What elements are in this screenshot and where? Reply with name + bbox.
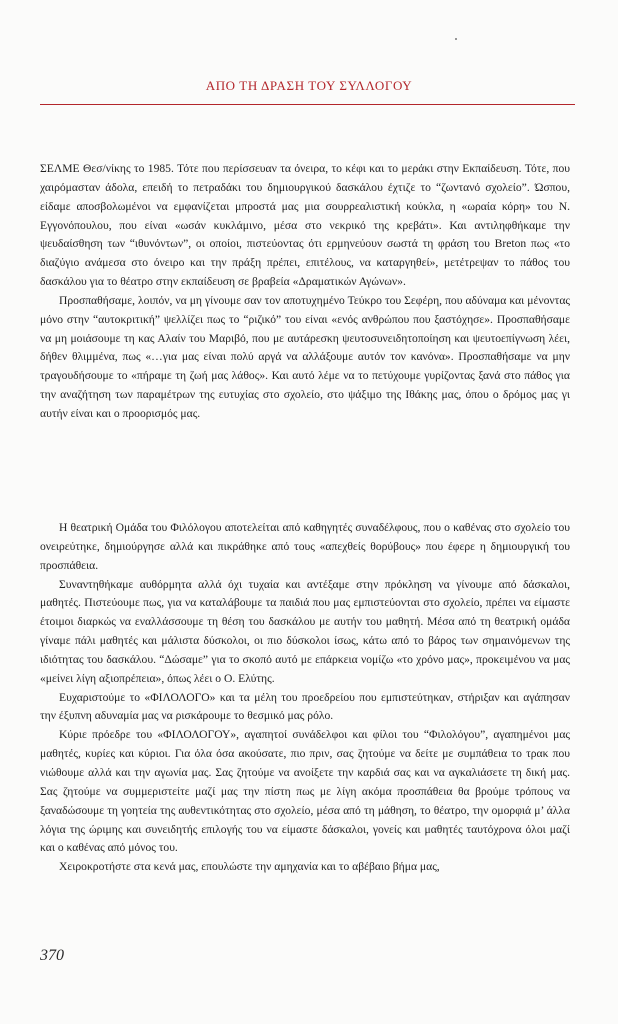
page-number: 370 [40, 947, 64, 964]
paragraph: Κύριε πρόεδρε του «ΦΙΛΟΛΟΓΟΥ», αγαπητοί συνάδελφοι και φίλοι του “Φιλολόγου”, αγαπημένοι μας μαθητές, κυρίες και κύριοι. Για όλα όσα ακούσατε, πιο πριν, σας ζητούμε να δείτε με συμπάθεια το τρακ που νιώθουμε αλλά και την αγωνία μας. Σας ζητούμε να ανοίξετε την καρδιά σας και να αγκαλιάσετε τη δική μας. Σας ζητούμε να συμμεριστείτε μαζί μας την πίστη πως με λίγη ακόμα προσπάθεια θα βρούμε τρόπους να ξαναδώσουμε τη γοητεία της αυθεντικότητας στο σχολείο, μέσα από τη μάθηση, το θέατρο, την ομορφιά μ’ άλλα λόγια της ώριμης και συνειδητής επιλογής του να είμαστε δάσκαλοι, γονείς και μαθητές ταυτόχρονα όλοι μαζί και ο καθένας από μόνος του. [40, 728, 570, 855]
paragraph: Ευχαριστούμε το «ΦΙΛΟΛΟΓΟ» και τα μέλη του προεδρείου που εμπιστεύτηκαν, στήριξαν και αγάπησαν την έξυπνη αδυναμία μας να ρισκάρουμε το θεσμικό μας ρόλο. [40, 690, 570, 723]
paragraph: Χειροκροτήστε στα κενά μας, επουλώστε την αμηχανία και το αβέβαιο βήμα μας, [59, 860, 440, 874]
header-divider [40, 104, 575, 105]
paragraph: Η θεατρική Ομάδα του Φιλόλογου αποτελείται από καθηγητές συναδέλφους, που ο καθένας στο σχολείο του ονειρεύτηκε, δημιούργησε αλλά και πικράθηκε από τους «απεχθείς θορύβους» που έφερε η δημιουργική του προσπάθεια. [40, 521, 570, 572]
text-section-1 [40, 160, 570, 424]
paragraph: ΣΕΛΜΕ Θεσ/νίκης το 1985. Τότε που περίσσευαν τα όνειρα, το κέφι και το μεράκι στην Εκπαίδευση. Τότε, που χαιρόμασταν άδολα, επειδή το πετραδάκι του δημιουργικού δασκάλου έχτιζε το “ζωντανό σχολείο”. Ώσπου, είδαμε αποσβολωμένοι να εμφανίζεται μπροστά μας μια σουρρεαλιστική κούκλα, η «ωραία κόρη» του Ν. Εγγονόπουλου, που είναι «ωσάν κυκλάμινο, μέσα στο νεκρικό της κρεβάτι». Και αντιληφθήκαμε την ψευδαίσθηση των “ιθυνόντων”, οι οποίοι, πιστεύοντας ότι ερμηνεύουν σωστά τη φράση του Breton πως «το διαζύγιο ανάμεσα στο όνειρο και την πράξη πρέπει, επιτέλους, να καταργηθεί», μετέτρεψαν το πάθος του δασκάλου για το θέατρο στην εκπαίδευση σε βραβεία «Δραματικών Αγώνων». [40, 162, 570, 289]
scan-speck [455, 38, 457, 40]
paragraph: Προσπαθήσαμε, λοιπόν, να μη γίνουμε σαν τον αποτυχημένο Τεύκρο του Σεφέρη, που αδύναμα και μένοντας μόνο στην “αυτοκριτική” ψελλίζει πως το “ριζικό” του είναι «ενός ανθρώπου που ξαστόχησε». Προσπαθήσαμε να μη μοιάσουμε τη κας Αλαίν του Μαριβό, που με αυτάρεσκη ψευτοσυνειδητοποίηση και ψευτοεπίγνωση λέει, δήθεν θλιμμένα, πως «…για μας είναι πολύ αργά να αλλάξουμε αυτόν τον κανόνα». Προσπαθήσαμε να μην τραγουδήσουμε το «πήραμε τη ζωή μας λάθος». Και αυτό λέμε να το πετύχουμε γυρίζοντας ξανά στο πάθος για την αναζήτηση των παραμέτρων της ευτυχίας στο σχολείο, στο ψάξιμο της Ιθάκης μας, όπου ο δρόμος μας γι αυτήν είναι και ο προορισμός μας. [40, 293, 570, 420]
text-section-2 [40, 519, 570, 877]
paragraph: Συναντηθήκαμε αυθόρμητα αλλά όχι τυχαία και αντέξαμε στην πρόκληση να γίνουμε από δάσκαλοι, μαθητές. Πιστεύουμε πως, για να καταλάβουμε τα παιδιά που μας εμπιστεύονται στο σχολείο, πρέπει να είμαστε έτοιμοι διαρκώς να εναλλάσσουμε τη θέση του δασκάλου με αυτήν του μαθητή. Μέσα από τη θεατρική ομάδα γίναμε πάλι μαθητές και μάλιστα δύσκολοι, οι πιο δύσκολοι ίσως, κάτω από το βάρος των σημαινόμενων της ιδιότητας του δασκάλου. “Δώσαμε” για το σκοπό αυτό με επάρκεια νομίζω «το χρόνο μας», προκειμένου να μας «μείνει λίγη αξιοπρέπεια», όπως λέει ο Ο. Ελύτης. [40, 577, 570, 685]
running-header-title: ΑΠΟ ΤΗ ΔΡΑΣΗ ΤΟΥ ΣΥΛΛΟΓΟΥ [205, 78, 413, 93]
